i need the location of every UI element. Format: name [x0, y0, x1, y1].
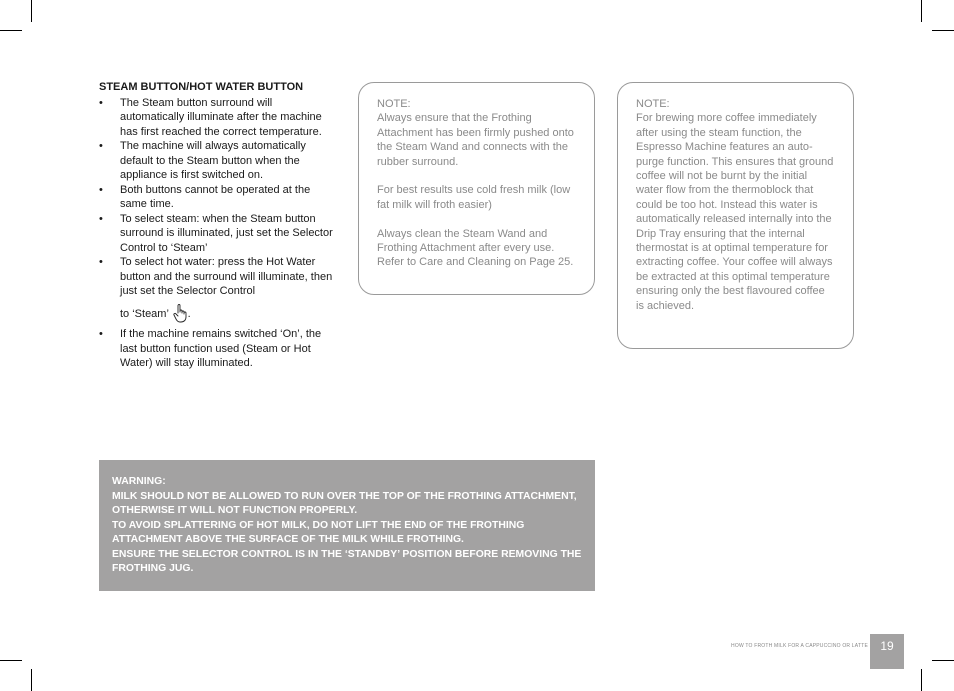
warning-line: TO AVOID SPLATTERING OF HOT MILK, DO NOT LIFT THE END OF THE FROTHING ATTACHMENT ABOVE THE SURFACE OF THE MILK WHILE FROTHING.	[112, 519, 525, 545]
note-box-frothing	[358, 82, 595, 295]
footer-section-title: HOW TO FROTH MILK FOR A CAPPUCCINO OR LATTE	[731, 643, 868, 649]
note-paragraph: Always clean the Steam Wand and Frothing Attachment after every use. Refer to Care and Cleaning on Page 25.	[377, 227, 574, 269]
list-item: • If the machine remains switched ‘On’, the last button function used (Steam or Hot Water) will stay illuminated.	[99, 327, 335, 371]
instruction-list	[99, 96, 335, 371]
hand-pointer-icon	[173, 303, 187, 328]
list-item	[99, 255, 335, 327]
note-label: NOTE:	[377, 98, 411, 110]
note-paragraph: For best results use cold fresh milk (low fat milk will froth easier)	[377, 184, 571, 211]
list-item: • To select steam: when the Steam button surround is illuminated, just set the Selector Control to ‘Steam’	[99, 212, 335, 256]
note-paragraph: Always ensure that the Frothing Attachment has been firmly pushed onto the Steam Wand and connects with the rubber surround.	[377, 112, 574, 168]
crop-mark	[0, 660, 22, 661]
crop-mark	[31, 0, 32, 22]
section-heading: STEAM BUTTON/HOT WATER BUTTON	[99, 81, 304, 93]
warning-label: WARNING:	[112, 476, 166, 487]
crop-mark	[932, 660, 954, 661]
warning-line: MILK SHOULD NOT BE ALLOWED TO RUN OVER THE TOP OF THE FROTHING ATTACHMENT, OTHERWISE IT WILL NOT FUNCTION PROPERLY.	[112, 490, 577, 516]
crop-mark	[921, 669, 922, 691]
note-box-auto-purge	[617, 82, 854, 349]
crop-mark	[921, 0, 922, 22]
note-paragraph: For brewing more coffee immediately after using the steam function, the Espresso Machine features an auto-purge function. This ensures that ground coffee will not be burnt by the initial water flow from the thermoblock that could be too hot. Instead this water is automatically released internally into the Drip Tray ensuring that the internal thermostat is at optimal temperature for extracting coffee. Your coffee will always be extracted at this optimal temperature ensuring only the best flavoured coffee is achieved.	[636, 112, 834, 312]
list-item-text: to ‘Steam’	[120, 307, 169, 320]
crop-mark	[932, 30, 954, 31]
note-label: NOTE:	[636, 98, 670, 110]
list-item: • The Steam button surround will automatically illuminate after the machine has first reached the correct temperature.	[99, 96, 335, 140]
steam-button-section	[99, 80, 335, 371]
crop-mark	[0, 30, 22, 31]
list-item-continuation	[120, 303, 335, 328]
warning-line: ENSURE THE SELECTOR CONTROL IS IN THE ‘STANDBY’ POSITION BEFORE REMOVING THE FROTHING JUG.	[112, 548, 582, 574]
page-number: 19	[870, 634, 904, 669]
crop-mark	[31, 669, 32, 691]
list-item-text: To select hot water: press the Hot Water button and the surround will illuminate, then just set the Selector Control	[120, 256, 333, 297]
list-item: • The machine will always automatically default to the Steam button when the appliance is first switched on.	[99, 139, 335, 183]
list-item-text: .	[187, 307, 191, 320]
warning-box	[99, 460, 595, 591]
list-item: • Both buttons cannot be operated at the same time.	[99, 183, 335, 212]
